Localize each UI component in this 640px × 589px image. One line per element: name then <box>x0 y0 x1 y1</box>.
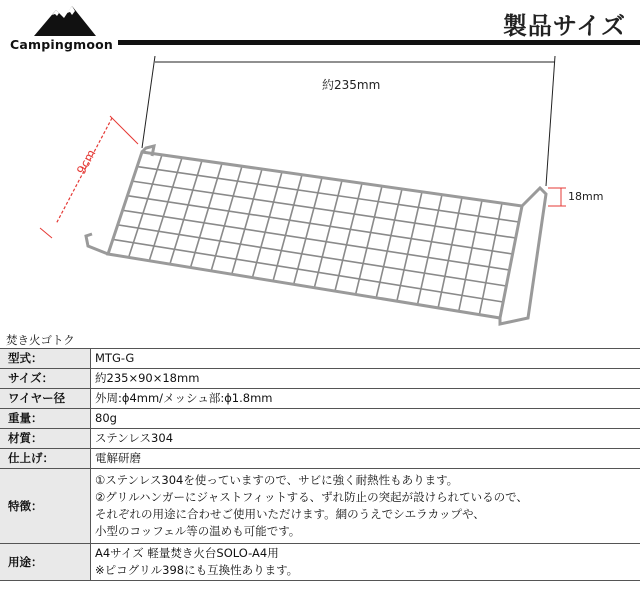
product-figure <box>0 56 640 334</box>
grid-wire <box>132 181 515 238</box>
spec-label: 材質： <box>0 429 91 449</box>
spec-row <box>0 409 640 429</box>
spec-value <box>91 469 640 544</box>
grid-wire <box>127 196 512 254</box>
spec-row <box>0 389 640 409</box>
spec-value-line: ※ピコグリル398にも互換性あります。 <box>95 563 299 577</box>
spec-row <box>0 349 640 369</box>
spec-label: 特徴： <box>0 469 91 544</box>
spec-row <box>0 469 640 544</box>
depth-dimension-label: 9cm <box>74 147 99 177</box>
spec-value-line: 約235×90×18mm <box>95 371 200 385</box>
product-caption: 焚き火ゴトク <box>6 333 75 347</box>
spec-value-line: 電解研磨 <box>95 451 141 465</box>
mountain-logo-icon <box>34 4 96 36</box>
grid-wire <box>118 225 507 286</box>
spec-value-line: ステンレス304 <box>95 431 174 445</box>
spec-row <box>0 369 640 389</box>
grid-wire <box>113 239 503 302</box>
spec-value-line: それぞれの用途に合わせご使用いただけます。網のうえでシエラカップや、 <box>95 507 485 521</box>
spec-value-line: A4サイズ 軽量焚き火台SOLO-A4用 <box>95 546 279 560</box>
spec-value-line: 外周:ϕ4mm/メッシュ部:ϕ1.8mm <box>95 391 273 405</box>
brand-logo <box>10 4 120 52</box>
width-dimension-label: 約235mm <box>322 78 381 92</box>
spec-label: 仕上げ： <box>0 449 91 469</box>
grid-wire <box>137 167 519 222</box>
spec-label: 型式： <box>0 349 91 369</box>
spec-value <box>91 349 640 369</box>
page-title: 製品サイズ <box>502 12 626 40</box>
spec-value-line: 80g <box>95 411 117 425</box>
grid-wire <box>438 197 462 307</box>
grid-wire <box>123 210 510 270</box>
spec-value <box>91 429 640 449</box>
spec-value-line: ②グリルハンガーにジャストフィットする、ずれ防止の突起が設けられているので、 <box>95 490 528 504</box>
spec-label: ワイヤー径 <box>0 389 91 409</box>
spec-row <box>0 429 640 449</box>
grid-wire <box>479 203 502 314</box>
spec-value <box>91 369 640 389</box>
spec-row <box>0 544 640 581</box>
grid-wire <box>459 200 482 311</box>
spec-value <box>91 449 640 469</box>
spec-value <box>91 544 640 581</box>
spec-value <box>91 409 640 429</box>
brand-name: Campingmoon <box>10 37 114 52</box>
spec-row <box>0 449 640 469</box>
spec-value <box>91 389 640 409</box>
spec-label: サイズ： <box>0 369 91 389</box>
spec-value-line: MTG-G <box>95 351 135 365</box>
header <box>0 0 640 56</box>
spec-label: 用途： <box>0 544 91 581</box>
wire-grill-illustration <box>0 56 640 334</box>
height-dimension-label: 18mm <box>568 190 604 203</box>
spec-value-line: ①ステンレス304を使っていますので、サビに強く耐熱性もあります。 <box>95 473 459 487</box>
spec-table <box>0 348 640 581</box>
spec-value-line: 小型のコッフェル等の温めも可能です。 <box>95 524 301 538</box>
spec-label: 重量： <box>0 409 91 429</box>
grid-wire <box>417 195 442 305</box>
